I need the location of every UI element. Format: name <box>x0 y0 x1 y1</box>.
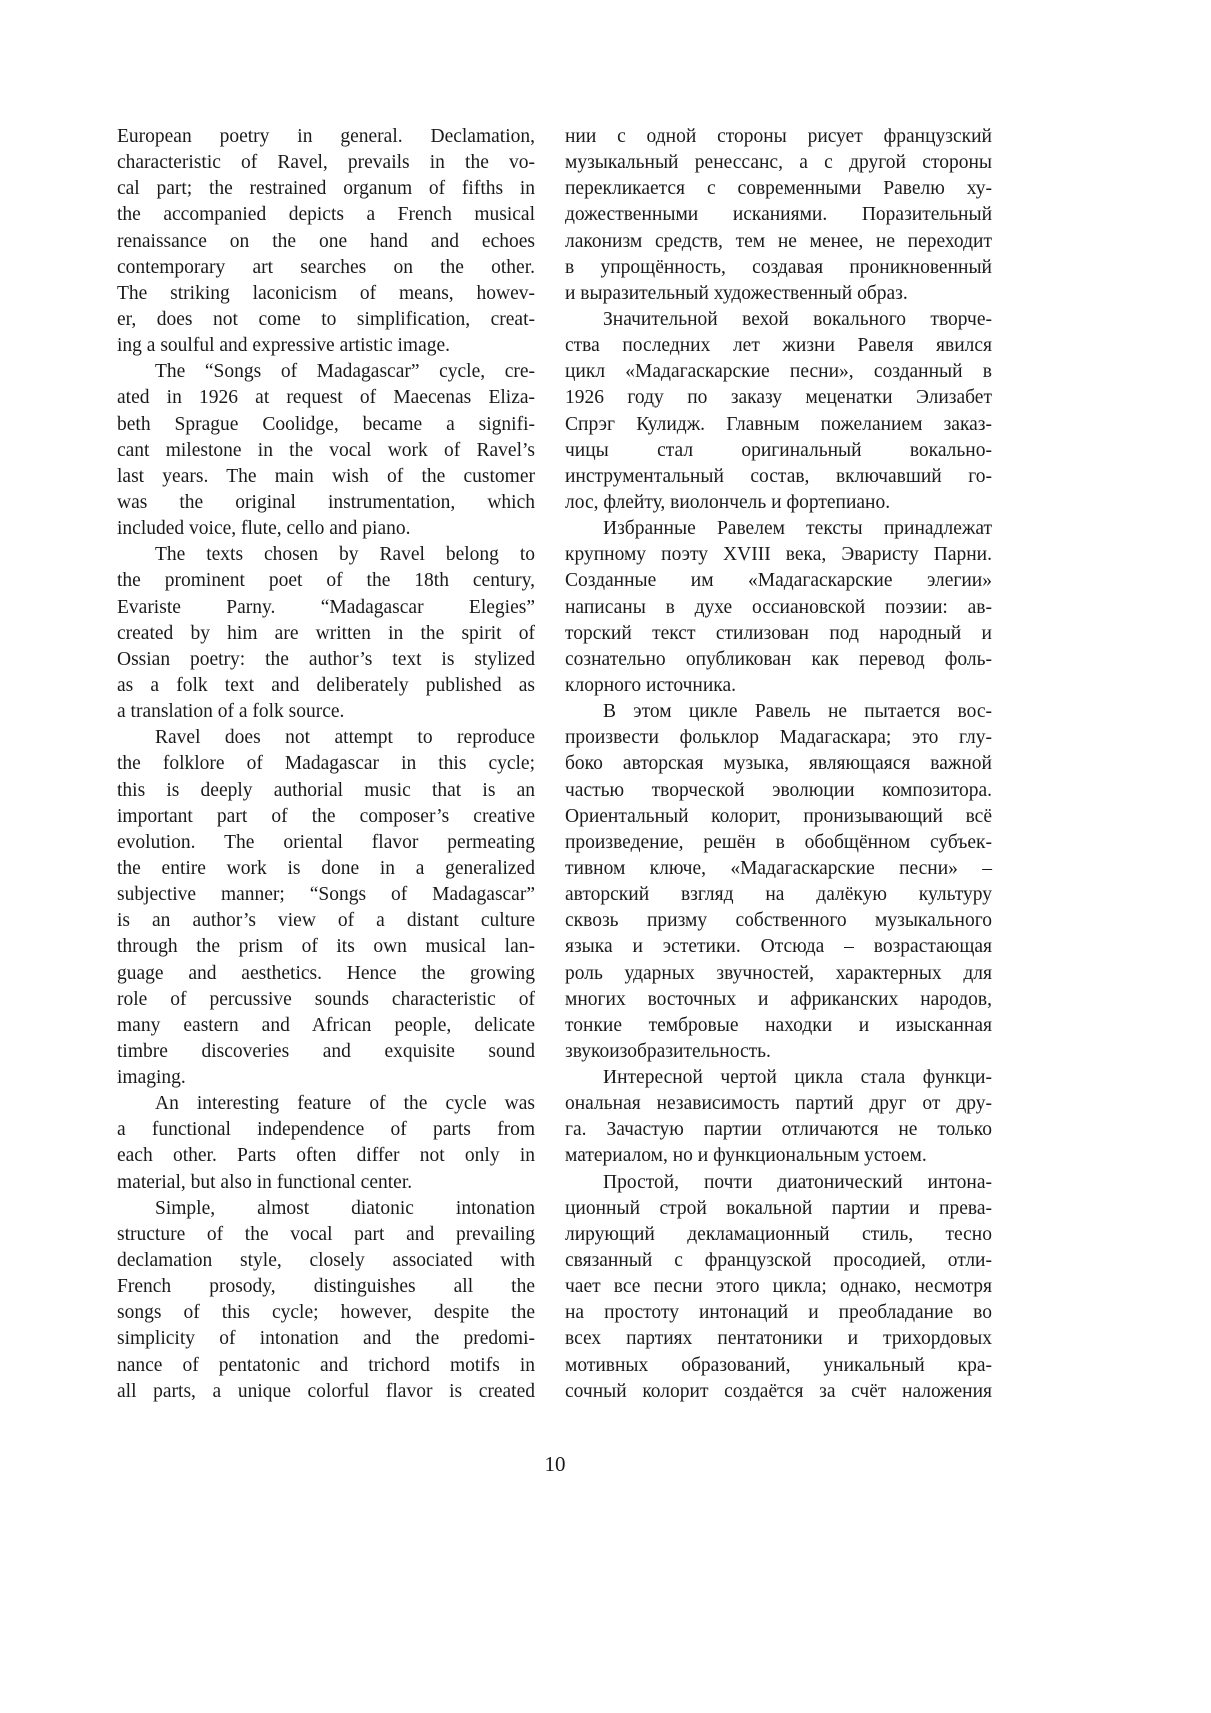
text-line: imaging. <box>117 1067 186 1089</box>
text-line: ональная независимость партий друг от дру- <box>565 1093 992 1115</box>
text-line: many eastern and African people, delicate <box>117 1014 535 1036</box>
paragraph <box>565 307 992 516</box>
text-line: Ориентальный колорит, пронизывающий всё <box>565 805 992 827</box>
text-line: чицы стал оригинальный вокально- <box>565 439 992 461</box>
text-line: cal part; the restrained organum of fifths in <box>117 178 535 200</box>
text-line: ства последних лет жизни Равеля явился <box>565 335 992 357</box>
text-line: the entire work is done in a generalized <box>117 857 535 879</box>
russian-text-column <box>565 124 992 1405</box>
text-line: Evariste Parny. “Madagascar Elegies” <box>117 596 535 618</box>
text-line: the accompanied depicts a French musical <box>117 204 535 226</box>
text-line: European poetry in general. Declamation, <box>117 126 535 147</box>
text-line: мотивных образований, уникальный кра- <box>565 1354 992 1376</box>
paragraph <box>565 516 992 699</box>
text-line: многих восточных и африканских народов, <box>565 988 992 1010</box>
paragraph <box>117 1091 535 1196</box>
text-line: material, but also in functional center. <box>117 1171 413 1193</box>
paragraph <box>565 699 992 1065</box>
text-line: цикл «Мадагаскарские песни», созданный в <box>565 361 992 383</box>
paragraph <box>117 1196 535 1405</box>
text-line: Значительной вехой вокального творче- <box>603 308 992 330</box>
text-line: cant milestone in the vocal work of Ravel’s <box>117 439 535 461</box>
text-line: крупному поэту XVIII века, Эваристу Парни. <box>565 544 992 566</box>
text-line: материалом, но и функциональным устоем. <box>565 1145 927 1167</box>
text-line: лирующий декламационный стиль, тесно <box>565 1223 992 1245</box>
text-line: звукоизобразительность. <box>565 1040 771 1062</box>
text-line: The texts chosen by Ravel belong to <box>155 544 535 566</box>
text-line: боко авторская музыка, являющаяся важной <box>565 753 992 775</box>
text-line: всех партиях пентатоники и трихордовых <box>565 1328 992 1350</box>
text-line: guage and aesthetics. Hence the growing <box>117 962 535 984</box>
text-line: музыкальный ренессанс, а с другой стороны <box>565 152 992 174</box>
text-line: timbre discoveries and exquisite sound <box>117 1040 535 1062</box>
text-line: nance of pentatonic and trichord motifs in <box>117 1354 535 1376</box>
text-line: the prominent poet of the 18th century, <box>117 570 535 592</box>
text-line: ated in 1926 at request of Maecenas Eliza- <box>117 387 535 409</box>
text-line: was the original instrumentation, which <box>117 491 535 513</box>
text-line: торский текст стилизован под народный и <box>565 622 992 644</box>
text-line: ing a soulful and expressive artistic image. <box>117 335 451 357</box>
text-line: чает все песни этого цикла; однако, несмотря <box>565 1276 992 1298</box>
text-line: сочный колорит создаётся за счёт наложения <box>565 1380 992 1402</box>
paragraph <box>117 542 535 725</box>
text-line: songs of this cycle; however, despite the <box>117 1302 535 1324</box>
text-line: simplicity of intonation and the predomi- <box>117 1328 535 1350</box>
text-line: лос, флейту, виолончель и фортепиано. <box>565 491 891 513</box>
text-line: Ossian poetry: the author’s text is stylized <box>117 648 535 670</box>
paragraph <box>565 124 992 307</box>
text-line: га. Зачастую партии отличаются не только <box>565 1119 992 1141</box>
text-line: лаконизм средств, тем не менее, не переходит <box>565 230 992 252</box>
text-line: important part of the composer’s creative <box>117 805 535 827</box>
text-line: сознательно опубликован как перевод фоль- <box>565 648 992 670</box>
text-line: языка и эстетики. Отсюда – возрастающая <box>565 936 992 958</box>
english-text-column <box>117 124 535 1405</box>
text-line: structure of the vocal part and prevailing <box>117 1223 535 1245</box>
text-line: произведение, решён в обобщённом субъек- <box>565 831 992 853</box>
text-line: The “Songs of Madagascar” cycle, cre- <box>155 361 535 383</box>
text-line: написаны в духе оссиановской поэзии: ав- <box>565 596 992 618</box>
text-line: и выразительный художественный образ. <box>565 282 908 304</box>
text-line: is an author’s view of a distant culture <box>117 910 535 932</box>
text-line: beth Sprague Coolidge, became a signifi- <box>117 413 535 435</box>
paragraph <box>117 359 535 542</box>
text-line: a functional independence of parts from <box>117 1119 535 1141</box>
page-number: 10 <box>544 1452 566 1476</box>
paragraph <box>117 124 535 359</box>
text-line: связанный с французской просодией, отли- <box>565 1250 992 1272</box>
text-line: each other. Parts often differ not only in <box>117 1145 535 1167</box>
text-line: роль ударных звучностей, характерных для <box>565 962 992 984</box>
text-line: characteristic of Ravel, prevails in the vo- <box>117 152 535 174</box>
text-line: the folklore of Madagascar in this cycle; <box>117 753 535 775</box>
text-line: a translation of a folk source. <box>117 701 345 723</box>
text-line: renaissance on the one hand and echoes <box>117 230 535 252</box>
text-line: French prosody, distinguishes all the <box>117 1276 535 1298</box>
text-line: В этом цикле Равель не пытается вос- <box>603 701 992 723</box>
paragraph <box>565 1170 992 1405</box>
text-line: авторский взгляд на далёкую культуру <box>565 884 992 906</box>
text-line: evolution. The oriental flavor permeating <box>117 831 535 853</box>
text-line: тивном ключе, «Мадагаскарские песни» – <box>565 857 992 879</box>
text-line: Избранные Равелем тексты принадлежат <box>603 518 992 540</box>
text-line: ционный строй вокальной партии и прева- <box>565 1197 992 1219</box>
text-line: инструментальный состав, включавший го- <box>565 465 992 487</box>
text-line: role of percussive sounds characteristic of <box>117 988 535 1010</box>
text-line: Созданные им «Мадагаскарские элегии» <box>565 570 992 592</box>
text-line: this is deeply authorial music that is an <box>117 779 535 801</box>
text-line: 1926 году по заказу меценатки Элизабет <box>565 387 992 409</box>
text-line: An interesting feature of the cycle was <box>155 1093 535 1115</box>
paragraph <box>117 725 535 1091</box>
text-line: through the prism of its own musical lan- <box>117 936 535 958</box>
text-line: произвести фольклор Мадагаскара; это глу- <box>565 727 992 749</box>
text-line: сквозь призму собственного музыкального <box>565 910 992 932</box>
text-line: created by him are written in the spirit of <box>117 622 535 644</box>
text-line: на простоту интонаций и преобладание во <box>565 1302 992 1324</box>
text-line: Simple, almost diatonic intonation <box>155 1197 535 1219</box>
text-line: Ravel does not attempt to reproduce <box>155 727 535 749</box>
text-line: subjective manner; “Songs of Madagascar” <box>117 884 535 906</box>
text-line: частью творческой эволюции композитора. <box>565 779 992 801</box>
text-line: declamation style, closely associated with <box>117 1250 535 1272</box>
text-line: клорного источника. <box>565 674 737 696</box>
text-line: er, does not come to simplification, creat- <box>117 308 535 330</box>
text-line: Спрэг Кулидж. Главным пожеланием заказ- <box>565 413 992 435</box>
paragraph <box>565 1065 992 1170</box>
text-line: дожественными исканиями. Поразительный <box>565 204 992 226</box>
text-line: included voice, flute, cello and piano. <box>117 518 411 540</box>
text-line: нии с одной стороны рисует французский <box>565 126 992 147</box>
text-line: last years. The main wish of the customer <box>117 465 535 487</box>
text-line: тонкие тембровые находки и изысканная <box>565 1014 992 1036</box>
text-line: The striking laconicism of means, howev- <box>117 282 535 304</box>
text-line: перекликается с современными Равелю ху- <box>565 178 992 200</box>
text-line: в упрощённость, создавая проникновенный <box>565 256 992 278</box>
text-line: Интересной чертой цикла стала функци- <box>603 1067 992 1089</box>
text-line: as a folk text and deliberately published as <box>117 674 535 696</box>
text-line: Простой, почти диатонический интона- <box>603 1171 992 1193</box>
text-line: all parts, a unique colorful flavor is created <box>117 1380 535 1402</box>
text-line: contemporary art searches on the other. <box>117 256 535 278</box>
